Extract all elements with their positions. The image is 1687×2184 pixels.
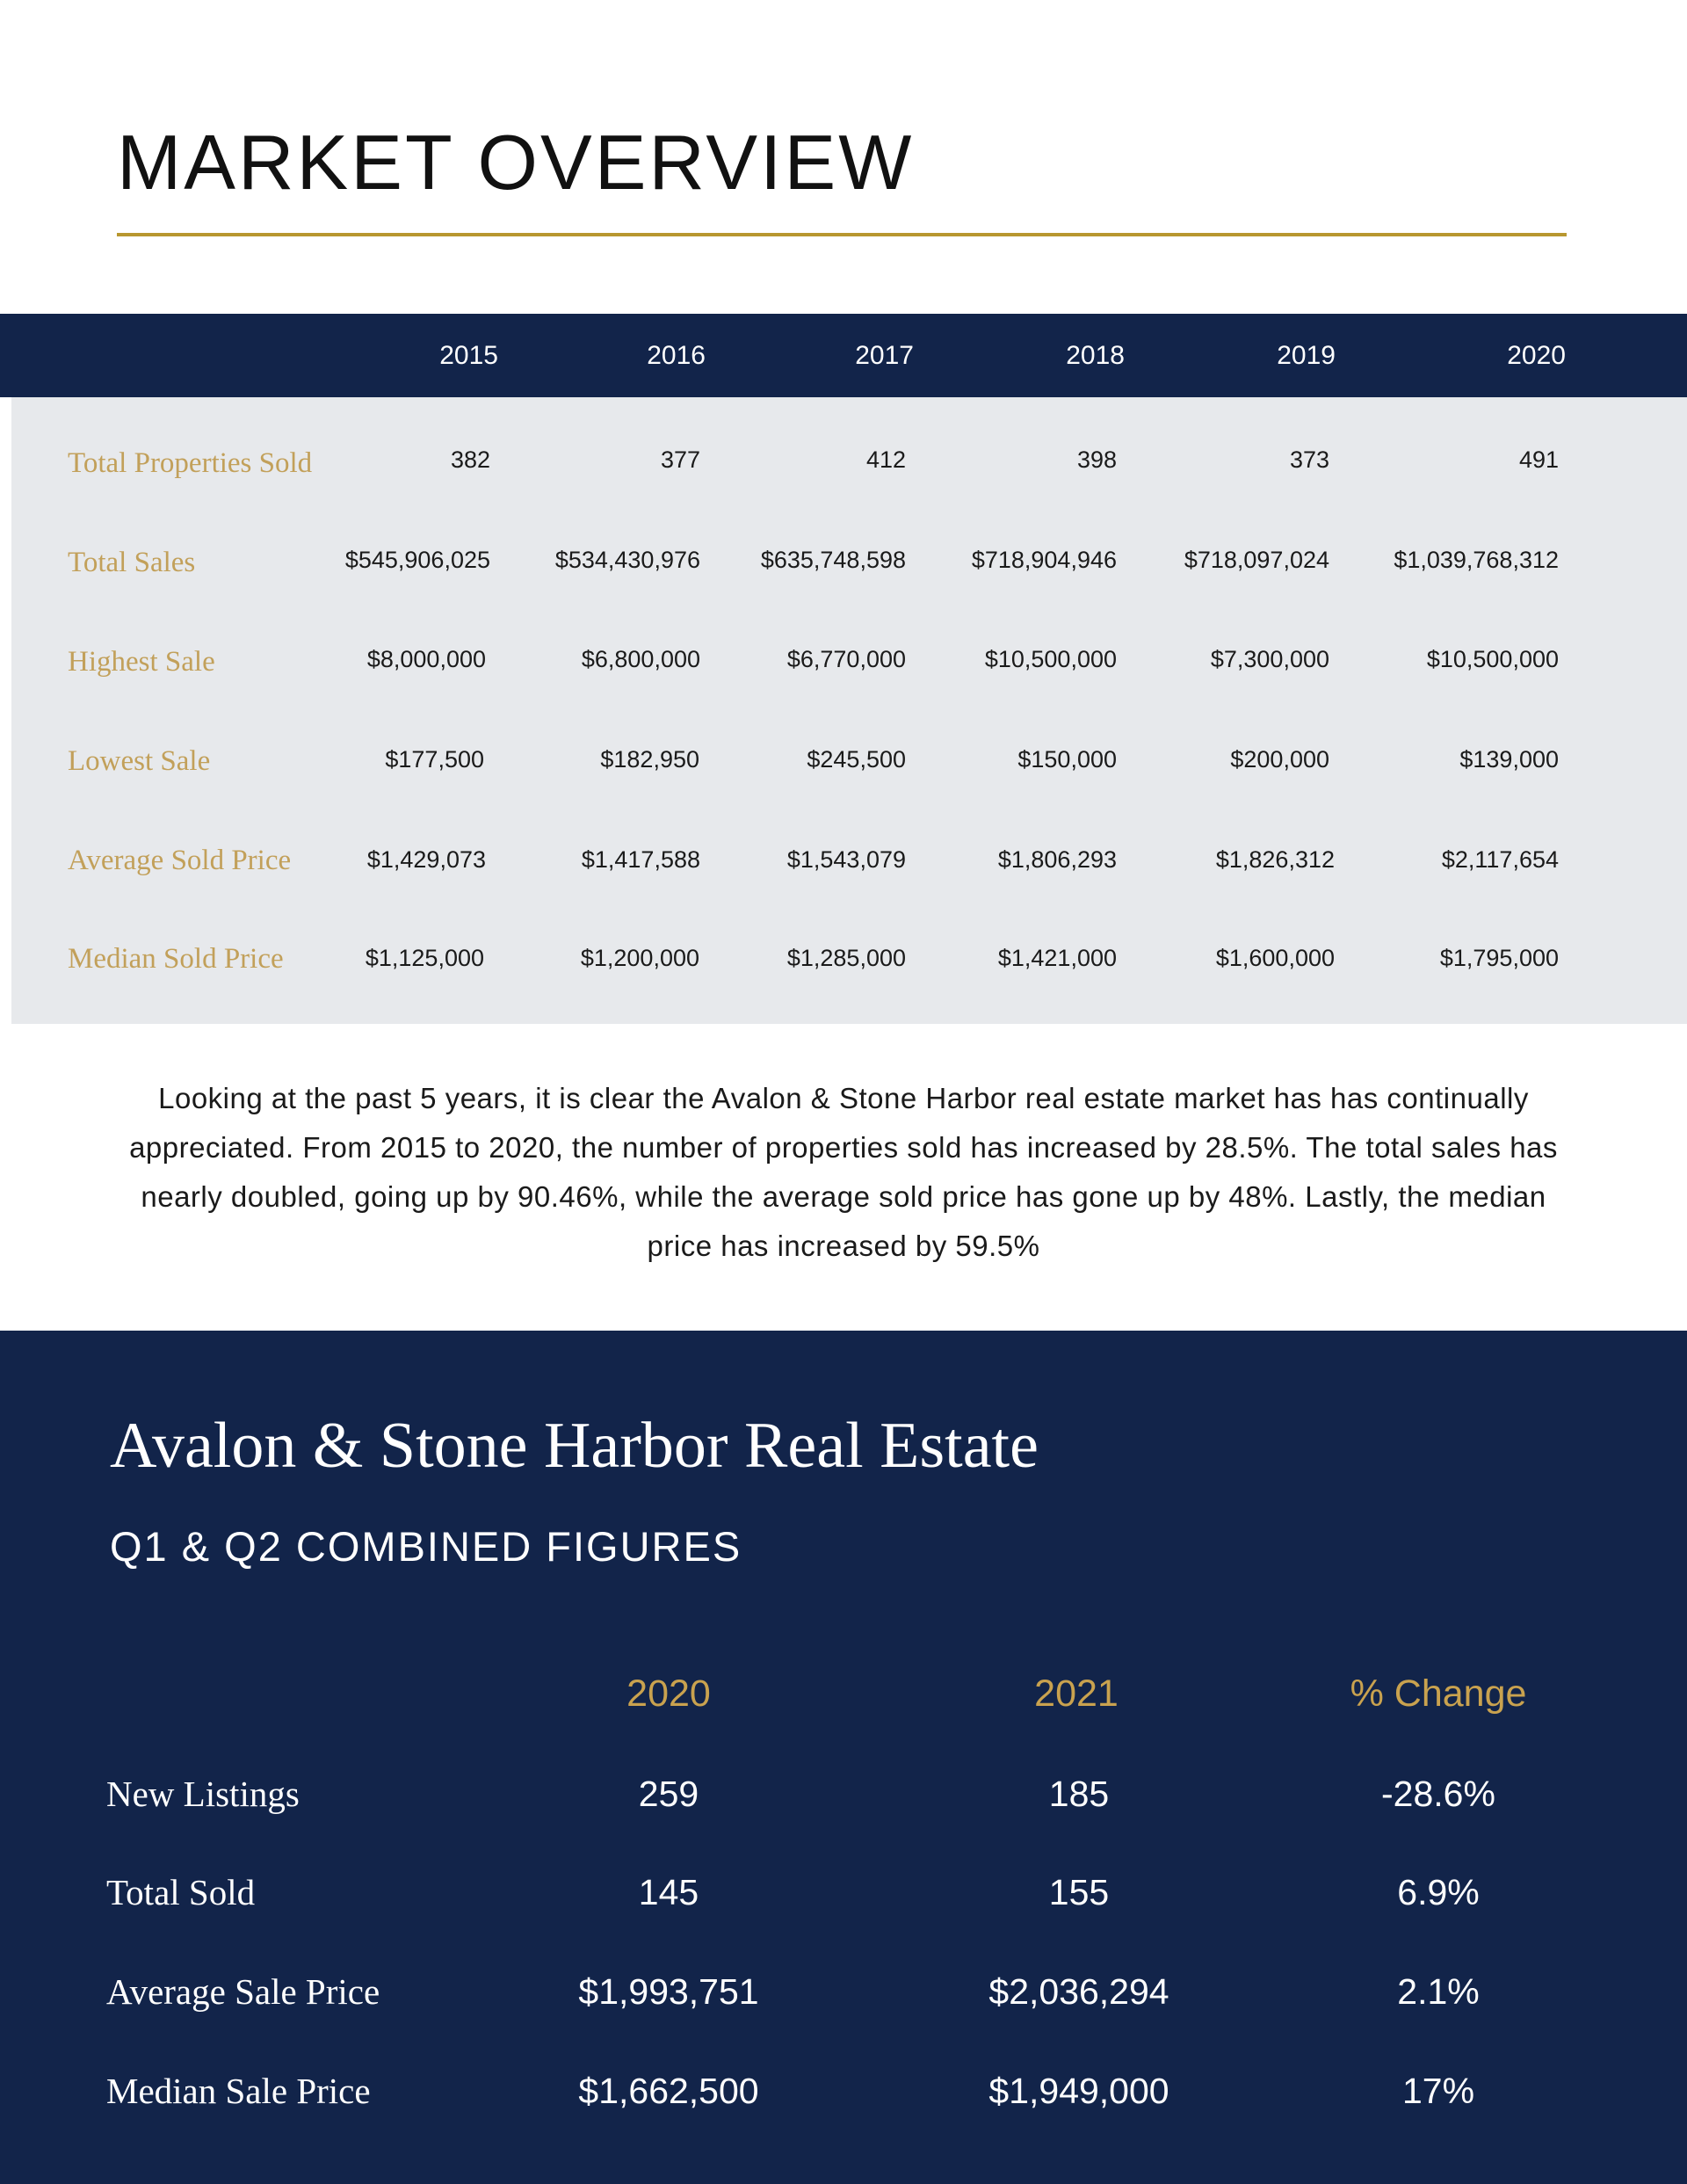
table-cell: $1,949,000 bbox=[988, 2071, 1169, 2111]
table-cell: 17% bbox=[1401, 2071, 1475, 2111]
table-cell: $1,421,000 bbox=[997, 945, 1117, 971]
table-cell: $1,429,073 bbox=[366, 846, 486, 873]
table-cell: $1,600,000 bbox=[1215, 945, 1335, 971]
table-cell: 398 bbox=[1076, 446, 1117, 473]
year-header-2020: 2020 bbox=[1507, 341, 1566, 370]
row-label-average-sold-price: Average Sold Price bbox=[68, 845, 292, 876]
table-cell: $1,200,000 bbox=[580, 945, 699, 971]
table-cell: $6,770,000 bbox=[786, 646, 906, 672]
table-cell: $1,993,751 bbox=[578, 1971, 759, 2012]
year-header-2018: 2018 bbox=[1066, 341, 1125, 370]
table-cell: 155 bbox=[1048, 1872, 1110, 1912]
table-cell: $8,000,000 bbox=[366, 646, 486, 672]
table-cell: $7,300,000 bbox=[1210, 646, 1329, 672]
title-divider bbox=[117, 233, 1567, 236]
table-cell: $1,806,293 bbox=[997, 846, 1117, 873]
row-label-total-sold: Total Sold bbox=[106, 1872, 256, 1912]
table-cell: $1,795,000 bbox=[1439, 945, 1559, 971]
table-cell: $245,500 bbox=[807, 746, 906, 773]
table-cell: 373 bbox=[1289, 446, 1329, 473]
year-header-2016: 2016 bbox=[647, 341, 706, 370]
row-label-new-listings: New Listings bbox=[106, 1774, 300, 1814]
table-cell: 382 bbox=[450, 446, 490, 473]
table-cell: $1,125,000 bbox=[365, 945, 484, 971]
overview-table bbox=[11, 397, 1687, 1024]
table-cell: $718,904,946 bbox=[971, 547, 1117, 573]
table-cell: 2.1% bbox=[1397, 1971, 1480, 2012]
column-header-percent-change: % Change bbox=[1350, 1672, 1527, 1715]
table-cell: $177,500 bbox=[385, 746, 484, 773]
table-cell: $1,662,500 bbox=[578, 2071, 759, 2111]
column-header-2020: 2020 bbox=[626, 1672, 711, 1715]
row-label-total-sales: Total Sales bbox=[68, 547, 196, 578]
year-header-2019: 2019 bbox=[1277, 341, 1336, 370]
table-cell: $2,036,294 bbox=[988, 1971, 1169, 2012]
year-header-2017: 2017 bbox=[855, 341, 914, 370]
row-label-highest-sale: Highest Sale bbox=[68, 646, 215, 678]
table-cell: $139,000 bbox=[1459, 746, 1559, 773]
table-cell: $1,417,588 bbox=[581, 846, 700, 873]
market-summary-paragraph: Looking at the past 5 years, it is clear the Avalon & Stone Harbor real estate market has has continually appreciated. From 2015 to 2020, the number of properties sold has increased by 28.5%. The total sales has nearly doubled, going up by 90.46%, while the average sold price has gone up by 48%. Lastly, the median price has increased by 59.5% bbox=[129, 1082, 1558, 1262]
table-cell: $182,950 bbox=[600, 746, 699, 773]
table-cell: 259 bbox=[638, 1774, 699, 1814]
table-cell: $1,543,079 bbox=[786, 846, 906, 873]
column-header-2021: 2021 bbox=[1034, 1672, 1119, 1715]
row-label-median-sale-price: Median Sale Price bbox=[106, 2071, 371, 2111]
table-cell: 6.9% bbox=[1397, 1872, 1480, 1912]
table-cell: $150,000 bbox=[1017, 746, 1117, 773]
table-cell: $1,826,312 bbox=[1215, 846, 1335, 873]
table-cell: $718,097,024 bbox=[1184, 547, 1329, 573]
section-subtitle: Q1 & Q2 COMBINED FIGURES bbox=[110, 1523, 742, 1570]
table-cell: 491 bbox=[1518, 446, 1559, 473]
table-cell: 185 bbox=[1048, 1774, 1110, 1814]
table-cell: $10,500,000 bbox=[984, 646, 1117, 672]
section-title: Avalon & Stone Harbor Real Estate bbox=[110, 1410, 1039, 1482]
year-header-2015: 2015 bbox=[439, 341, 498, 370]
table-cell: 412 bbox=[865, 446, 906, 473]
table-cell: $545,906,025 bbox=[344, 547, 490, 573]
row-label-total-properties-sold: Total Properties Sold bbox=[68, 447, 313, 479]
table-cell: $2,117,654 bbox=[1441, 846, 1559, 873]
table-cell: $200,000 bbox=[1230, 746, 1329, 773]
table-cell: 145 bbox=[638, 1872, 699, 1912]
table-cell: $6,800,000 bbox=[581, 646, 700, 672]
table-cell: $534,430,976 bbox=[554, 547, 700, 573]
table-cell: $1,285,000 bbox=[786, 945, 906, 971]
row-label-lowest-sale: Lowest Sale bbox=[68, 745, 211, 777]
table-cell: -28.6% bbox=[1381, 1774, 1495, 1814]
table-cell: 377 bbox=[660, 446, 700, 473]
page-title: MARKET OVERVIEW bbox=[117, 119, 915, 206]
table-cell: $10,500,000 bbox=[1426, 646, 1559, 672]
row-label-median-sold-price: Median Sold Price bbox=[68, 943, 284, 975]
row-label-average-sale-price: Average Sale Price bbox=[106, 1971, 380, 2012]
table-cell: $1,039,768,312 bbox=[1394, 547, 1559, 573]
table-cell: $635,748,598 bbox=[760, 547, 906, 573]
